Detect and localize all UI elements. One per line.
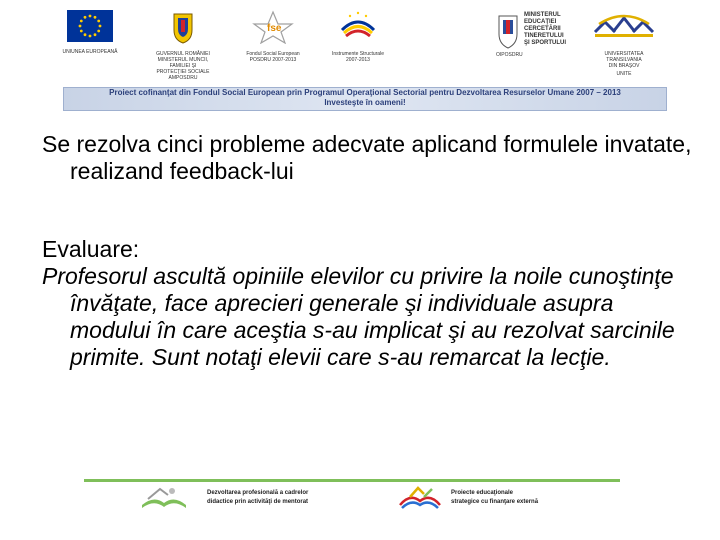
instrumente-caption: Instrumente Structurale 2007-2013 — [332, 51, 384, 63]
logo-strip — [0, 0, 720, 80]
ministerul-educatiei-logo — [496, 10, 576, 58]
banner-line-2: Investeşte în oameni! — [324, 98, 406, 107]
unitbv-logo — [588, 10, 660, 77]
unitbv-caption: UNIVERSITATEA TRANSILVANIA DIN BRAŞOV — [604, 51, 644, 69]
educational-projects-icon — [396, 485, 444, 511]
eu-flag-logo — [60, 10, 120, 55]
exercise-paragraph — [42, 131, 692, 185]
romania-caption: GUVERNUL ROMÂNIEI MINISTERUL MUNCII, FAMILIEI ŞI PROTECŢIEI SOCIALE AMPOSDRU — [156, 51, 210, 81]
eu-flag-icon — [67, 10, 113, 42]
svg-text:fse: fse — [267, 23, 282, 34]
instrumente-structurale-logo — [328, 10, 388, 63]
ministry-sub-caption: OIPOSDRU — [496, 52, 523, 58]
structural-instruments-icon — [336, 10, 380, 44]
cofinancing-banner — [63, 87, 667, 111]
footer-left-text: Dezvoltarea profesională a cadrelor didactice prin activităţi de mentorat — [207, 490, 309, 505]
coat-of-arms-icon — [170, 10, 196, 44]
unite-houses-icon — [591, 10, 657, 44]
ministry-caption: MINISTERUL EDUCAŢIEI CERCETĂRII TINERETULUI ŞI SPORTULUI — [524, 12, 567, 46]
ministry-crest-icon — [496, 10, 520, 50]
eu-flag-caption: UNIUNEA EUROPEANĂ — [62, 49, 118, 55]
footer-right-text: Proiecte educaţionale strategice cu finanţare externă — [451, 490, 539, 505]
banner-line-1: Proiect cofinanţat din Fondul Social European prin Programul Operaţional Sectorial pentru Dezvoltarea Resurselor Umane 2007 – 2013 — [109, 88, 621, 97]
fse-logo — [238, 10, 308, 63]
footer-right-logo — [396, 485, 444, 516]
evaluation-heading: Evaluare: — [42, 236, 140, 262]
fse-caption: Fondul Social European POSDRU 2007-2013 — [246, 51, 300, 63]
footer-divider — [84, 479, 620, 482]
paragraph-1: Se rezolva cinci probleme adecvate aplicand formulele invatate, realizand feedback-lui — [42, 131, 692, 184]
evaluation-paragraph: Profesorul ascultă opiniile elevilor cu privire la noile cunoştinţe învăţate, face aprecieri generale şi individuale asupra modului în care aceştia s-au implicat şi au rezolvat sarcinile primite. Sunt notaţi elevii care s-au remarcat la lecţie. — [42, 263, 675, 370]
footer-left-logo — [138, 485, 190, 516]
mentoring-book-icon — [138, 485, 190, 511]
romania-coat-of-arms-logo — [148, 10, 218, 81]
fse-star-icon — [248, 10, 298, 44]
evaluation-section — [42, 236, 692, 371]
unitbv-sub-caption: UNITE — [616, 71, 632, 77]
